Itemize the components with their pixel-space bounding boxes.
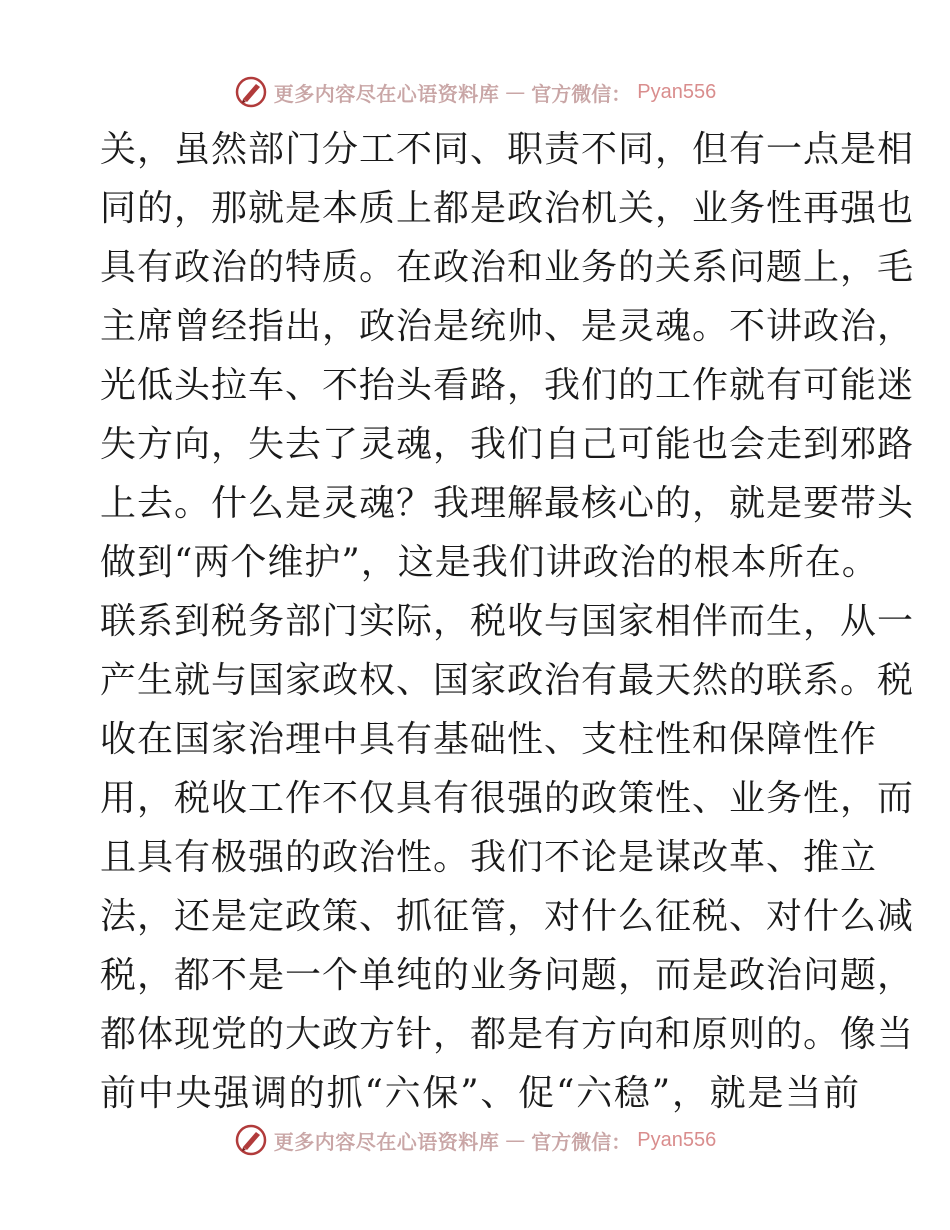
watermark-site-text: 更多内容尽在心语资料库 [273, 81, 500, 106]
body-line: 上去。什么是灵魂？我理解最核心的，就是要带头 [100, 483, 915, 524]
body-line: 光低头拉车、不抬头看路，我们的工作就有可能迷 [100, 365, 915, 406]
footer-watermark [0, 1118, 950, 1162]
body-line: 联系到税务部门实际，税收与国家相伴而生，从一 [100, 601, 915, 642]
document-body [100, 120, 915, 1123]
body-line: 收在国家治理中具有基础性、支柱性和保障性作 [100, 719, 878, 760]
body-line: 失方向，失去了灵魂，我们自己可能也会走到邪路 [100, 424, 915, 465]
body-line: 用，税收工作不仅具有很强的政策性、业务性，而 [100, 778, 915, 819]
watermark-wechat-id: Pyan556 [637, 80, 717, 103]
body-line: 且具有极强的政治性。我们不论是谋改革、推立 [100, 837, 878, 878]
watermark-separator: — [505, 80, 526, 104]
body-line: 产生就与国家政权、国家政治有最天然的联系。税 [100, 660, 915, 701]
watermark-wechat-label: 官方微信： [531, 81, 632, 106]
body-line: 同的，那就是本质上都是政治机关，业务性再强也 [100, 188, 915, 229]
watermark-wechat-label: 官方微信： [531, 1129, 632, 1154]
watermark-separator: — [505, 1128, 526, 1152]
pen-logo-icon [234, 1123, 268, 1157]
body-line: 关，虽然部门分工不同、职责不同，但有一点是相 [100, 129, 915, 170]
body-line: 做到“两个维护”，这是我们讲政治的根本所在。 [100, 542, 879, 583]
body-line: 法，还是定政策、抓征管，对什么征税、对什么减 [100, 896, 915, 937]
pen-logo-icon [234, 75, 268, 109]
body-line: 税，都不是一个单纯的业务问题，而是政治问题， [100, 955, 915, 996]
header-watermark [0, 70, 950, 114]
watermark-site-text: 更多内容尽在心语资料库 [273, 1129, 500, 1154]
body-line: 都体现党的大政方针，都是有方向和原则的。像当 [100, 1014, 915, 1055]
body-line: 前中央强调的抓“六保”、促“六稳”，就是当前 [100, 1073, 860, 1114]
body-line: 具有政治的特质。在政治和业务的关系问题上，毛 [100, 247, 915, 288]
watermark-wechat-id: Pyan556 [637, 1128, 717, 1151]
body-line: 主席曾经指出，政治是统帅、是灵魂。不讲政治， [100, 306, 915, 347]
